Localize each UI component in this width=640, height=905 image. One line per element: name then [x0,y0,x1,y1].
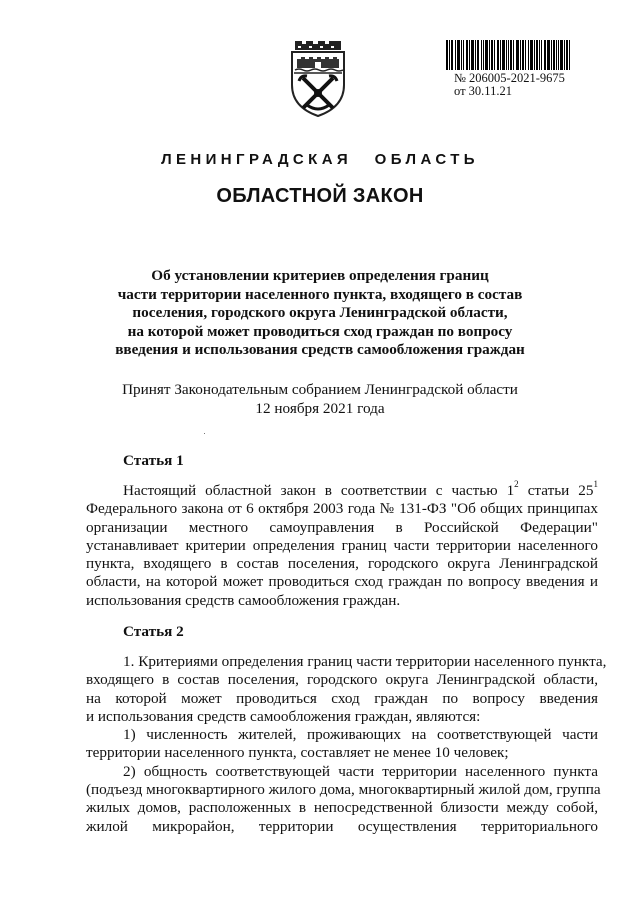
adoption-line: Принят Законодательным собранием Ленинградской области [122,381,518,398]
article-2-line: жилой микрорайон, территории осуществления территориального [86,817,598,835]
article-2-line: 2) общность соответствующей части территории населенного пункта [123,762,598,780]
barcode [446,40,570,70]
title-line: поселения, городского округа Ленинградской области, [132,304,508,322]
title-line: введения и использования средств самообложения граждан [115,341,525,359]
registration-date: от 30.11.21 [454,84,512,98]
article-2-line: 1) численность жителей, проживающих на соответствующей части [123,726,598,744]
article-1-heading: Статья 1 [123,452,184,469]
adoption-note [80,381,560,418]
superscript: 2 [514,478,519,489]
coat-of-arms-emblem [289,41,347,117]
article-1-text-part: статьи 25 [518,482,594,499]
law-title [80,267,560,360]
article-2-line: территории населенного пункта, составляет не менее 10 человек; [86,744,509,762]
adoption-date: 12 ноября 2021 года [255,399,385,417]
title-line: на которой может проводиться сход граждан по вопросу [127,322,513,340]
title-line: части территории населенного пункта, входящего в состав [117,285,523,303]
article-2-line: 1. Критериями определения границ части территории населенного пункта, [123,653,607,670]
title-line: Об установлении критериев определения границ [151,267,489,284]
registration-stamp [454,72,565,98]
article-2-line: (подъезд многоквартирного жилого дома, многоквартирный жилой дом, группа [86,781,601,799]
region-name: ЛЕНИНГРАДСКАЯ ОБЛАСТЬ [161,151,479,168]
article-1-paragraph [86,478,598,610]
article-2-line: на которой может проводиться сход граждан по вопросу введения [86,689,598,707]
document-type: ОБЛАСТНОЙ ЗАКОН [216,185,424,207]
article-2-line: жилых домов, расположенных в непосредственной близости между собой, [86,799,598,817]
article-2-body [86,653,607,836]
article-2-line: входящего в состав поселения, городского округа Ленинградской области, [86,671,598,689]
article-2-heading: Статья 2 [123,623,184,640]
article-1-text-part: Настоящий областной закон в соответствии с частью 1 [123,482,515,499]
article-2-line: и использования средств самообложения граждан, являются: [86,707,481,725]
article-1-text-part: Федерального закона от 6 октября 2003 года № 131-ФЗ "Об общих принципах организации местного самоуправления в Российской Федерации" устанавливает критерии определения границ части территории населенного пункта, входящего в состав поселения, городского округа Ленинградской области, на которой может проводиться сход граждан по вопросу введения и использования средств самообложения граждан. [86,500,598,609]
registration-number: № 206005-2021-9675 [454,71,565,85]
superscript: 1 [593,478,598,489]
scan-speck [204,433,205,434]
